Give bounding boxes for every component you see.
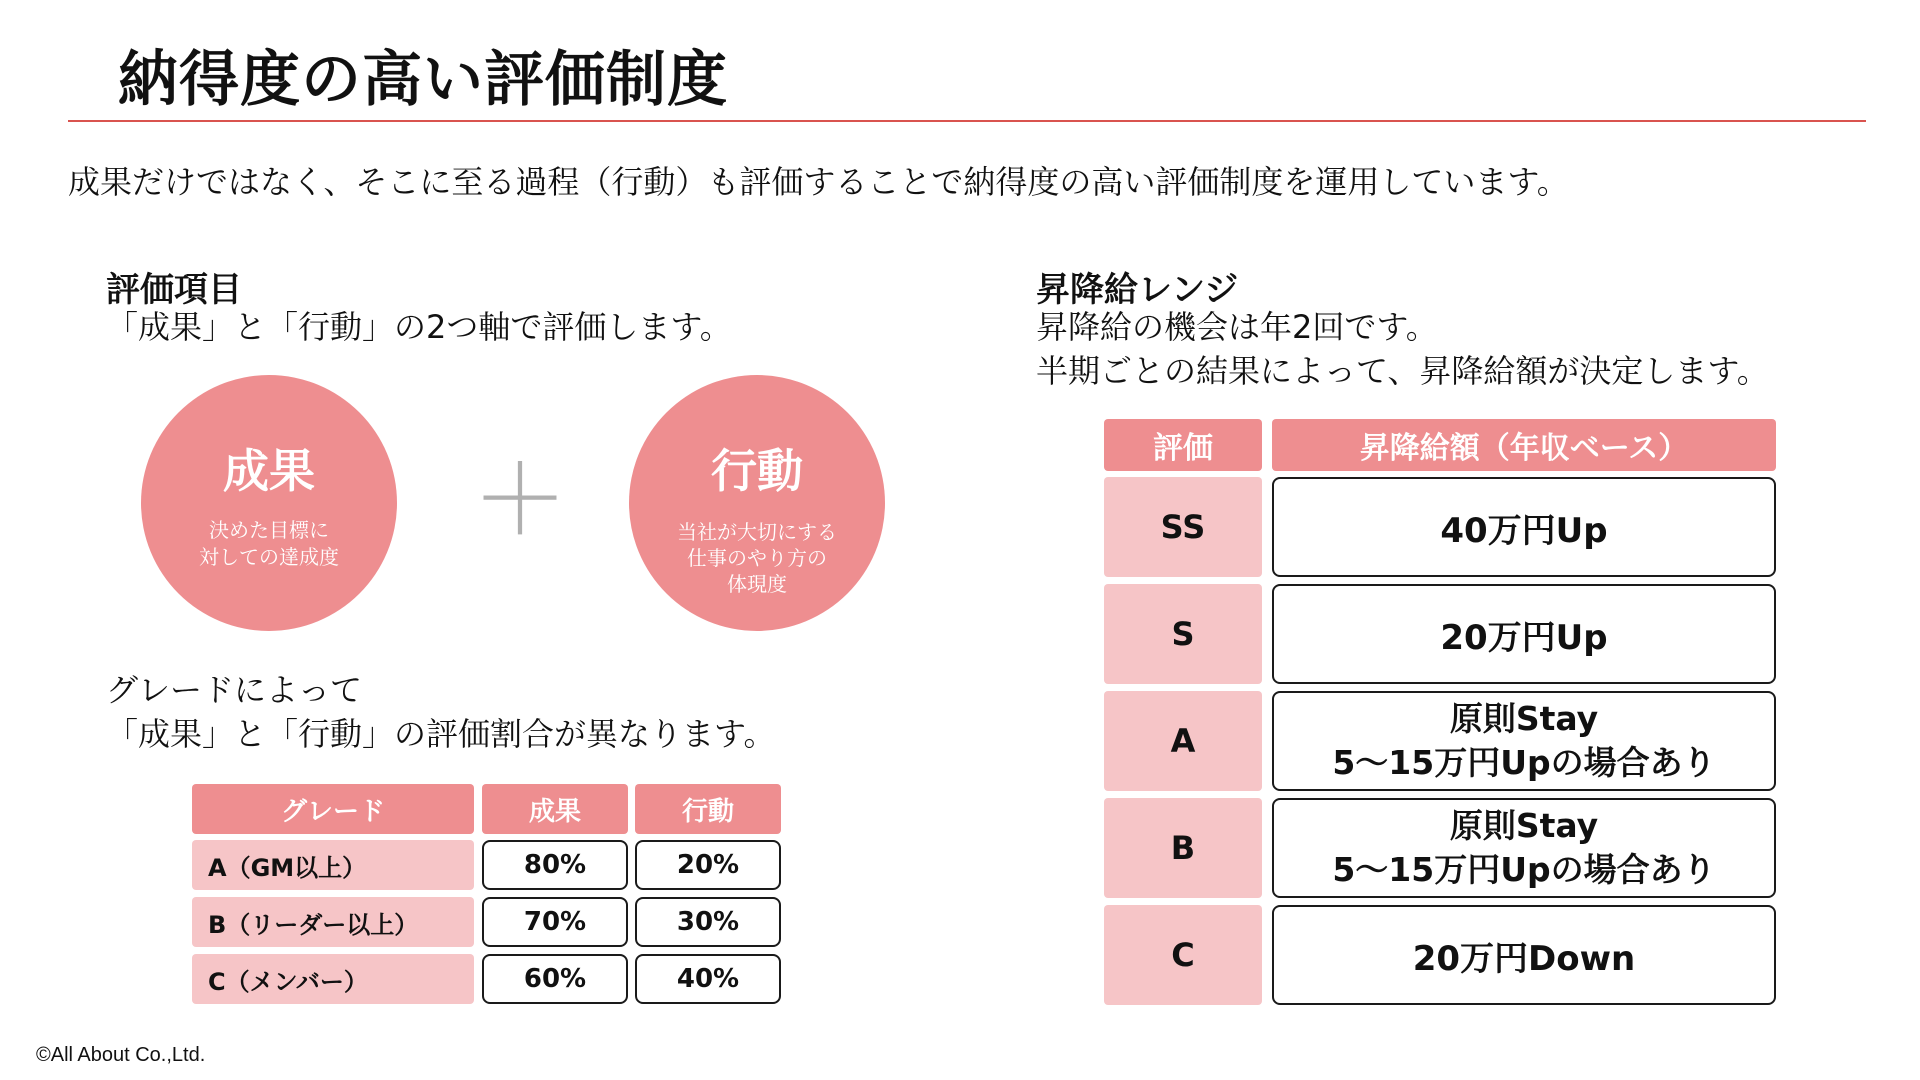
raise-range-heading: 昇降給レンジ bbox=[1036, 270, 1239, 310]
grade-row-label: C（メンバー） bbox=[192, 954, 474, 1004]
circle-result-title: 成果 bbox=[223, 444, 315, 498]
raise-table-header-amount: 昇降給額（年収ベース） bbox=[1272, 419, 1776, 471]
grade-row-label: A（GM以上） bbox=[192, 840, 474, 890]
raise-row-amount-line2: 5～15万円Upの場合あり bbox=[1332, 850, 1716, 889]
circle-result bbox=[141, 375, 397, 631]
grade-row-result: 60% bbox=[482, 954, 628, 1004]
raise-row-amount-line1: 原則Stay bbox=[1449, 699, 1599, 738]
raise-row-rating: C bbox=[1104, 905, 1262, 1005]
raise-row-rating: B bbox=[1104, 798, 1262, 898]
raise-range-line1: 昇降給の機会は年2回です。 bbox=[1036, 308, 1438, 346]
grade-row-result: 80% bbox=[482, 840, 628, 890]
raise-row-amount-line1: 20万円Up bbox=[1440, 617, 1608, 658]
raise-table-header-rating: 評価 bbox=[1104, 419, 1262, 471]
grade-ratio-line2: 「成果」と「行動」の評価割合が異なります。 bbox=[106, 715, 776, 753]
grade-row-result: 70% bbox=[482, 897, 628, 947]
plus-sign: ＋ bbox=[472, 444, 568, 556]
circle-behavior-desc-line3: 体現度 bbox=[727, 572, 787, 596]
raise-row-rating: SS bbox=[1104, 477, 1262, 577]
intro-text: 成果だけではなく、そこに至る過程（行動）も評価することで納得度の高い評価制度を運用しています。 bbox=[68, 163, 1569, 201]
raise-row-rating: A bbox=[1104, 691, 1262, 791]
page-title: 納得度の高い評価制度 bbox=[118, 45, 728, 115]
circle-behavior-desc-line2: 仕事のやり方の bbox=[687, 546, 827, 570]
circle-behavior bbox=[629, 375, 885, 631]
raise-row-amount bbox=[1272, 691, 1776, 791]
grade-row-label: B（リーダー以上） bbox=[192, 897, 474, 947]
grade-table-header-behavior: 行動 bbox=[635, 784, 781, 834]
raise-row-rating: S bbox=[1104, 584, 1262, 684]
circle-behavior-title: 行動 bbox=[711, 444, 803, 498]
grade-row-behavior: 20% bbox=[635, 840, 781, 890]
grade-row-behavior: 30% bbox=[635, 897, 781, 947]
grade-ratio-line1: グレードによって bbox=[106, 671, 363, 709]
raise-row-amount bbox=[1272, 584, 1776, 684]
circle-result-desc-line1: 決めた目標に bbox=[209, 518, 329, 542]
circle-behavior-desc-line1: 当社が大切にする bbox=[677, 520, 837, 544]
raise-row-amount-line1: 20万円Down bbox=[1412, 938, 1636, 979]
grade-row-behavior: 40% bbox=[635, 954, 781, 1004]
grade-table-header-result: 成果 bbox=[482, 784, 628, 834]
copyright-text: ©All About Co.,Ltd. bbox=[36, 1044, 206, 1066]
circle-result-desc-line2: 対しての達成度 bbox=[199, 545, 339, 569]
raise-row-amount-line1: 原則Stay bbox=[1449, 806, 1599, 845]
grade-table-header-grade: グレード bbox=[192, 784, 474, 834]
evaluation-items-description: 「成果」と「行動」の2つ軸で評価します。 bbox=[106, 308, 732, 346]
raise-row-amount bbox=[1272, 905, 1776, 1005]
raise-row-amount-line1: 40万円Up bbox=[1440, 510, 1608, 551]
raise-row-amount bbox=[1272, 477, 1776, 577]
raise-row-amount-line2: 5～15万円Upの場合あり bbox=[1332, 743, 1716, 782]
raise-range-line2: 半期ごとの結果によって、昇降給額が決定します。 bbox=[1036, 352, 1769, 390]
evaluation-items-heading: 評価項目 bbox=[106, 270, 242, 310]
raise-row-amount bbox=[1272, 798, 1776, 898]
title-divider bbox=[68, 120, 1866, 122]
